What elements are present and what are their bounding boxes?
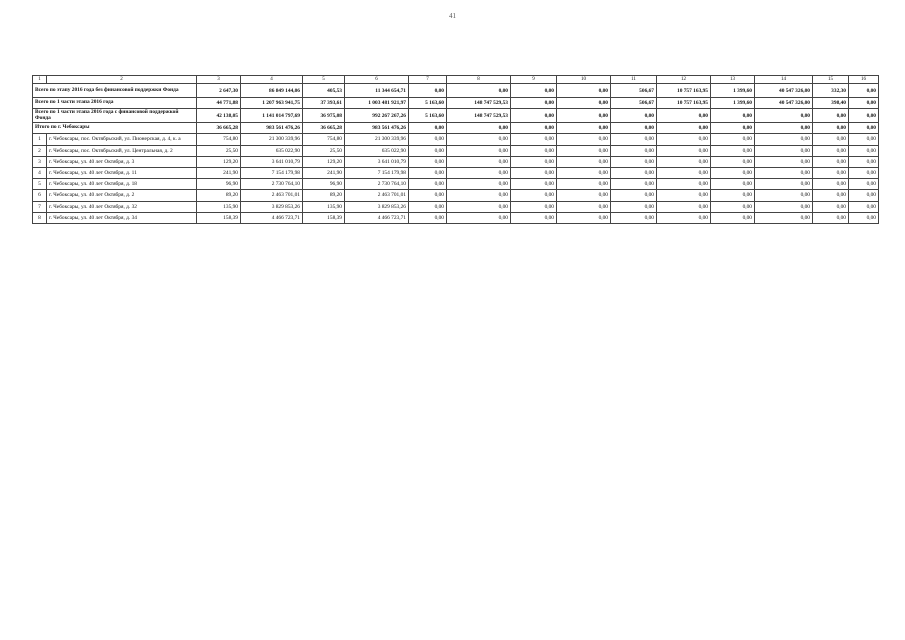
zero-value-cell: 0,00 — [849, 156, 879, 167]
zero-value-cell: 0,00 — [755, 145, 813, 156]
cost-total-cell: 7 154 179,98 — [241, 167, 303, 178]
address-cell: г. Чебоксары, ул. 40 лет Октября, д. 3 — [47, 156, 197, 167]
summary-value-cell: 0,00 — [711, 123, 755, 134]
zero-value-cell: 0,00 — [447, 212, 511, 223]
column-number-cell: 1 — [33, 76, 47, 84]
summary-value-cell: 0,00 — [511, 109, 557, 123]
zero-value-cell: 0,00 — [611, 212, 657, 223]
area-total-cell: 241,90 — [197, 167, 241, 178]
table-row — [33, 145, 879, 156]
zero-value-cell: 0,00 — [657, 201, 711, 212]
summary-label: Всего по 1 части этапа 2016 года — [33, 98, 197, 109]
zero-value-cell: 0,00 — [557, 167, 611, 178]
zero-value-cell: 0,00 — [611, 179, 657, 190]
zero-value-cell: 0,00 — [657, 179, 711, 190]
cost-total-cell: 3 641 010,79 — [241, 156, 303, 167]
summary-value-cell: 36 665,28 — [303, 123, 345, 134]
summary-value-cell: 10 757 163,95 — [657, 84, 711, 98]
row-number-cell: 8 — [33, 212, 47, 223]
summary-value-cell: 1 399,60 — [711, 98, 755, 109]
summary-value-cell: 0,00 — [657, 109, 711, 123]
zero-value-cell: 0,00 — [849, 201, 879, 212]
zero-value-cell: 0,00 — [755, 212, 813, 223]
summary-value-cell: 332,30 — [813, 84, 849, 98]
zero-value-cell: 0,00 — [511, 134, 557, 145]
address-cell: г. Чебоксары, ул. 40 лет Октября, д. 2 — [47, 190, 197, 201]
summary-value-cell: 0,00 — [511, 84, 557, 98]
zero-value-cell: 0,00 — [813, 179, 849, 190]
zero-value-cell: 0,00 — [755, 156, 813, 167]
column-number-cell: 3 — [197, 76, 241, 84]
cost-total-cell: 3 829 853,26 — [241, 201, 303, 212]
area-total-cell: 129,20 — [197, 156, 241, 167]
zero-value-cell: 0,00 — [849, 134, 879, 145]
summary-value-cell: 148 747 529,53 — [447, 98, 511, 109]
zero-value-cell: 0,00 — [849, 179, 879, 190]
zero-value-cell: 0,00 — [711, 212, 755, 223]
area-total-cell: 754,80 — [197, 134, 241, 145]
zero-value-cell: 0,00 — [409, 179, 447, 190]
address-cell: г. Чебоксары, пос. Октябрьский, ул. Центральная, д. 2 — [47, 145, 197, 156]
summary-value-cell: 0,00 — [557, 109, 611, 123]
zero-value-cell: 0,00 — [711, 190, 755, 201]
summary-value-cell: 0,00 — [557, 84, 611, 98]
zero-value-cell: 0,00 — [611, 156, 657, 167]
zero-value-cell: 0,00 — [409, 145, 447, 156]
row-number-cell: 1 — [33, 134, 47, 145]
zero-value-cell: 0,00 — [657, 190, 711, 201]
summary-value-cell: 37 393,61 — [303, 98, 345, 109]
zero-value-cell: 0,00 — [409, 156, 447, 167]
table-row — [33, 134, 879, 145]
summary-value-cell: 0,00 — [813, 123, 849, 134]
address-cell: г. Чебоксары, ул. 40 лет Октября, д. 32 — [47, 201, 197, 212]
cost-total-cell: 2 463 701,01 — [241, 190, 303, 201]
column-number-cell: 2 — [47, 76, 197, 84]
address-cell: г. Чебоксары, ул. 40 лет Октября, д. 18 — [47, 179, 197, 190]
summary-value-cell: 0,00 — [447, 84, 511, 98]
zero-value-cell: 0,00 — [755, 179, 813, 190]
zero-value-cell: 0,00 — [711, 145, 755, 156]
zero-value-cell: 0,00 — [447, 134, 511, 145]
zero-value-cell: 0,00 — [511, 167, 557, 178]
column-number-cell: 11 — [611, 76, 657, 84]
zero-value-cell: 0,00 — [511, 179, 557, 190]
summary-value-cell: 0,00 — [813, 109, 849, 123]
zero-value-cell: 0,00 — [611, 190, 657, 201]
zero-value-cell: 0,00 — [409, 201, 447, 212]
cost-cell: 21 300 339,96 — [345, 134, 409, 145]
summary-value-cell: 2 647,30 — [197, 84, 241, 98]
zero-value-cell: 0,00 — [447, 167, 511, 178]
summary-row — [33, 109, 879, 123]
cost-cell: 635 022,90 — [345, 145, 409, 156]
cost-total-cell: 2 730 764,10 — [241, 179, 303, 190]
summary-value-cell: 0,00 — [557, 123, 611, 134]
cost-total-cell: 635 022,90 — [241, 145, 303, 156]
summary-value-cell: 0,00 — [657, 123, 711, 134]
column-number-cell: 15 — [813, 76, 849, 84]
row-number-cell: 7 — [33, 201, 47, 212]
zero-value-cell: 0,00 — [447, 156, 511, 167]
summary-value-cell: 0,00 — [849, 123, 879, 134]
zero-value-cell: 0,00 — [755, 167, 813, 178]
zero-value-cell: 0,00 — [657, 167, 711, 178]
summary-value-cell: 0,00 — [849, 84, 879, 98]
summary-value-cell: 0,00 — [409, 123, 447, 134]
area-cell: 89,20 — [303, 190, 345, 201]
column-number-cell: 9 — [511, 76, 557, 84]
zero-value-cell: 0,00 — [711, 201, 755, 212]
summary-value-cell: 506,67 — [611, 98, 657, 109]
zero-value-cell: 0,00 — [813, 134, 849, 145]
column-number-cell: 7 — [409, 76, 447, 84]
zero-value-cell: 0,00 — [813, 201, 849, 212]
summary-label: Всего по 1 части этапа 2016 года с финансовой поддержкой Фонда — [33, 109, 197, 123]
page-number: 41 — [449, 12, 456, 20]
summary-value-cell: 1 003 481 921,97 — [345, 98, 409, 109]
table-row — [33, 156, 879, 167]
zero-value-cell: 0,00 — [557, 134, 611, 145]
zero-value-cell: 0,00 — [511, 145, 557, 156]
column-number-cell: 12 — [657, 76, 711, 84]
column-number-cell: 16 — [849, 76, 879, 84]
summary-value-cell: 10 757 163,95 — [657, 98, 711, 109]
zero-value-cell: 0,00 — [611, 167, 657, 178]
zero-value-cell: 0,00 — [447, 201, 511, 212]
summary-value-cell: 86 849 144,06 — [241, 84, 303, 98]
summary-value-cell: 5 163,60 — [409, 98, 447, 109]
summary-value-cell: 5 163,60 — [409, 109, 447, 123]
column-number-cell: 5 — [303, 76, 345, 84]
zero-value-cell: 0,00 — [557, 156, 611, 167]
zero-value-cell: 0,00 — [849, 167, 879, 178]
summary-value-cell: 40 547 326,00 — [755, 98, 813, 109]
zero-value-cell: 0,00 — [657, 145, 711, 156]
summary-value-cell: 0,00 — [511, 98, 557, 109]
zero-value-cell: 0,00 — [447, 145, 511, 156]
summary-value-cell: 0,00 — [755, 109, 813, 123]
row-number-cell: 2 — [33, 145, 47, 156]
area-total-cell: 96,90 — [197, 179, 241, 190]
zero-value-cell: 0,00 — [409, 134, 447, 145]
table-row — [33, 190, 879, 201]
zero-value-cell: 0,00 — [611, 145, 657, 156]
summary-value-cell: 42 138,05 — [197, 109, 241, 123]
table-row — [33, 179, 879, 190]
cost-cell: 4 466 723,71 — [345, 212, 409, 223]
table-row — [33, 167, 879, 178]
summary-value-cell: 0,00 — [849, 98, 879, 109]
area-total-cell: 135,90 — [197, 201, 241, 212]
zero-value-cell: 0,00 — [755, 190, 813, 201]
summary-value-cell: 0,00 — [611, 109, 657, 123]
zero-value-cell: 0,00 — [755, 201, 813, 212]
summary-value-cell: 0,00 — [557, 98, 611, 109]
row-number-cell: 5 — [33, 179, 47, 190]
zero-value-cell: 0,00 — [711, 179, 755, 190]
area-cell: 135,90 — [303, 201, 345, 212]
zero-value-cell: 0,00 — [849, 212, 879, 223]
summary-value-cell: 11 344 654,71 — [345, 84, 409, 98]
cost-total-cell: 4 466 723,71 — [241, 212, 303, 223]
address-cell: г. Чебоксары, пос. Октябрьский, ул. Пионерская, д. 4, к. а — [47, 134, 197, 145]
zero-value-cell: 0,00 — [557, 190, 611, 201]
zero-value-cell: 0,00 — [657, 156, 711, 167]
summary-value-cell: 983 561 476,26 — [241, 123, 303, 134]
summary-row — [33, 98, 879, 109]
area-cell: 96,90 — [303, 179, 345, 190]
cost-cell: 3 641 010,79 — [345, 156, 409, 167]
summary-value-cell: 0,00 — [849, 109, 879, 123]
area-total-cell: 25,50 — [197, 145, 241, 156]
cost-cell: 2 463 701,01 — [345, 190, 409, 201]
area-cell: 158,39 — [303, 212, 345, 223]
summary-value-cell: 983 561 476,26 — [345, 123, 409, 134]
summary-value-cell: 0,00 — [409, 84, 447, 98]
cost-cell: 2 730 764,10 — [345, 179, 409, 190]
zero-value-cell: 0,00 — [447, 179, 511, 190]
zero-value-cell: 0,00 — [557, 179, 611, 190]
zero-value-cell: 0,00 — [511, 212, 557, 223]
summary-value-cell: 405,53 — [303, 84, 345, 98]
zero-value-cell: 0,00 — [611, 201, 657, 212]
zero-value-cell: 0,00 — [511, 201, 557, 212]
zero-value-cell: 0,00 — [813, 167, 849, 178]
summary-row — [33, 123, 879, 134]
summary-value-cell: 44 771,88 — [197, 98, 241, 109]
zero-value-cell: 0,00 — [813, 145, 849, 156]
summary-row — [33, 84, 879, 98]
zero-value-cell: 0,00 — [657, 134, 711, 145]
summary-value-cell: 0,00 — [611, 123, 657, 134]
address-cell: г. Чебоксары, ул. 40 лет Октября, д. 34 — [47, 212, 197, 223]
area-total-cell: 158,39 — [197, 212, 241, 223]
zero-value-cell: 0,00 — [657, 212, 711, 223]
column-number-cell: 4 — [241, 76, 303, 84]
zero-value-cell: 0,00 — [409, 167, 447, 178]
zero-value-cell: 0,00 — [711, 134, 755, 145]
summary-value-cell: 0,00 — [447, 123, 511, 134]
summary-label: Итого по г. Чебоксары — [33, 123, 197, 134]
column-number-cell: 13 — [711, 76, 755, 84]
cost-total-cell: 21 300 339,96 — [241, 134, 303, 145]
summary-value-cell: 992 267 267,26 — [345, 109, 409, 123]
summary-value-cell: 0,00 — [755, 123, 813, 134]
summary-value-cell: 36 665,28 — [197, 123, 241, 134]
area-cell: 754,80 — [303, 134, 345, 145]
row-number-cell: 3 — [33, 156, 47, 167]
zero-value-cell: 0,00 — [755, 134, 813, 145]
zero-value-cell: 0,00 — [813, 156, 849, 167]
column-number-row — [33, 76, 879, 84]
zero-value-cell: 0,00 — [711, 167, 755, 178]
row-number-cell: 6 — [33, 190, 47, 201]
zero-value-cell: 0,00 — [813, 190, 849, 201]
zero-value-cell: 0,00 — [813, 212, 849, 223]
zero-value-cell: 0,00 — [409, 190, 447, 201]
column-number-cell: 14 — [755, 76, 813, 84]
zero-value-cell: 0,00 — [557, 145, 611, 156]
summary-value-cell: 398,40 — [813, 98, 849, 109]
column-number-cell: 8 — [447, 76, 511, 84]
summary-label: Всего по этапу 2016 года без финансовой поддержки Фонда — [33, 84, 197, 98]
zero-value-cell: 0,00 — [557, 201, 611, 212]
column-number-cell: 10 — [557, 76, 611, 84]
area-cell: 129,20 — [303, 156, 345, 167]
zero-value-cell: 0,00 — [557, 212, 611, 223]
table-row — [33, 201, 879, 212]
zero-value-cell: 0,00 — [849, 145, 879, 156]
zero-value-cell: 0,00 — [511, 190, 557, 201]
area-total-cell: 89,20 — [197, 190, 241, 201]
cost-cell: 3 829 853,26 — [345, 201, 409, 212]
area-cell: 241,90 — [303, 167, 345, 178]
zero-value-cell: 0,00 — [409, 212, 447, 223]
summary-value-cell: 1 399,60 — [711, 84, 755, 98]
summary-value-cell: 0,00 — [511, 123, 557, 134]
area-cell: 25,50 — [303, 145, 345, 156]
column-number-cell: 6 — [345, 76, 409, 84]
summary-value-cell: 36 975,08 — [303, 109, 345, 123]
address-cell: г. Чебоксары, ул. 40 лет Октября, д. 11 — [47, 167, 197, 178]
zero-value-cell: 0,00 — [511, 156, 557, 167]
table-row — [33, 212, 879, 223]
summary-value-cell: 40 547 326,00 — [755, 84, 813, 98]
summary-value-cell: 1 207 963 941,75 — [241, 98, 303, 109]
zero-value-cell: 0,00 — [849, 190, 879, 201]
summary-value-cell: 1 141 014 797,69 — [241, 109, 303, 123]
zero-value-cell: 0,00 — [611, 134, 657, 145]
row-number-cell: 4 — [33, 167, 47, 178]
zero-value-cell: 0,00 — [711, 156, 755, 167]
summary-value-cell: 0,00 — [711, 109, 755, 123]
summary-value-cell: 148 747 529,53 — [447, 109, 511, 123]
cost-cell: 7 154 179,98 — [345, 167, 409, 178]
housing-register-table — [32, 75, 879, 224]
zero-value-cell: 0,00 — [447, 190, 511, 201]
summary-value-cell: 506,67 — [611, 84, 657, 98]
